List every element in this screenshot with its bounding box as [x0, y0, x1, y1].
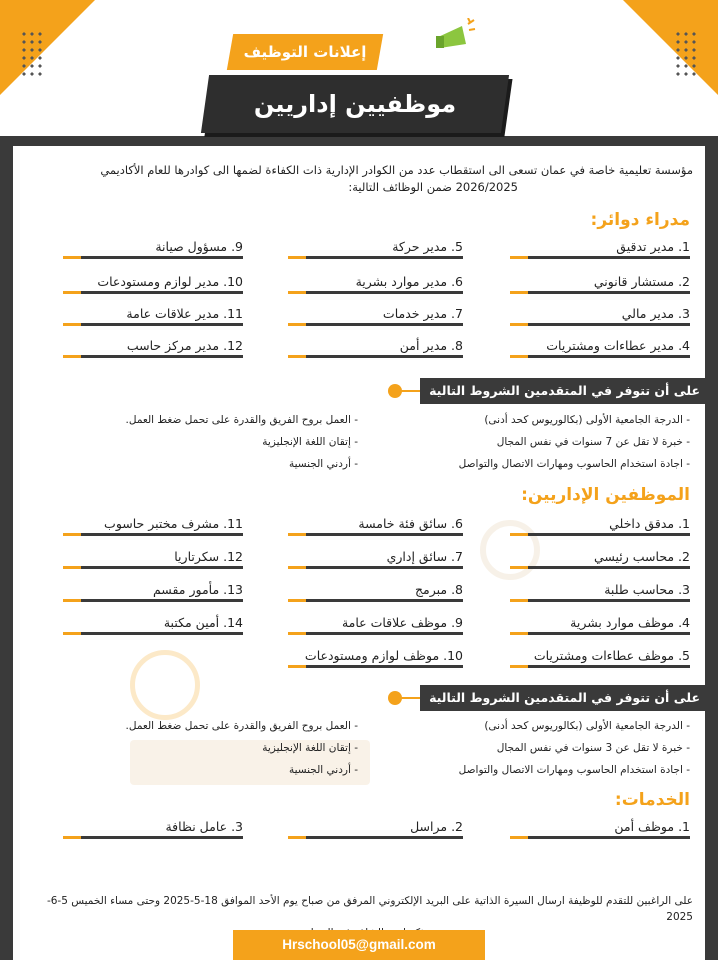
list-item: 9. موظف علاقات عامة [288, 613, 463, 635]
list-item: 8. مدير أمن [288, 336, 463, 358]
corner-decoration-left [0, 0, 95, 95]
intro-line-2: 2026/2025 ضمن الوظائف التالية: [348, 180, 518, 194]
list-item: 3. مدير مالي [510, 304, 690, 326]
left-frame-bar [0, 140, 13, 960]
list-item: 12. سكرتاريا [63, 547, 243, 569]
list-item: 14. أمين مكتبة [63, 613, 243, 635]
conditions-title: على أن تتوفر في المتقدمين الشروط التالية : [420, 378, 710, 404]
list-item: 1. مدقق داخلي [510, 514, 690, 536]
dots-decoration-left [20, 30, 44, 80]
list-item: 8. مبرمج [288, 580, 463, 602]
list-item: 2. محاسب رئيسي [510, 547, 690, 569]
list-item: 5. موظف عطاءات ومشتريات [510, 646, 690, 668]
list-item: 3. محاسب طلبة [510, 580, 690, 602]
condition-item: - الدرجة الجامعية الأولى (بكالوريوس كحد أدنى) [484, 720, 690, 732]
condition-item: - خبرة لا تقل عن 3 سنوات في نفس المجال [496, 742, 690, 754]
contact-email[interactable]: Hrschool05@gmail.com [233, 930, 485, 960]
intro-paragraph [25, 162, 693, 196]
list-item: 3. عامل نظافة [63, 817, 243, 839]
condition-item: - العمل بروح الفريق والقدرة على تحمل ضغط العمل. [125, 720, 358, 732]
bullet-dot-icon [388, 691, 402, 705]
list-item: 4. مدير عطاءات ومشتريات [510, 336, 690, 358]
top-frame-bar [0, 136, 718, 146]
dots-decoration-right [674, 30, 698, 80]
list-item: 12. مدير مركز حاسب [63, 336, 243, 358]
condition-item: - إتقان اللغة الإنجليزية [262, 436, 358, 448]
condition-item: - إتقان اللغة الإنجليزية [262, 742, 358, 754]
list-item: 11. مشرف مختبر حاسوب [63, 514, 243, 536]
section-title-managers: مدراء دوائر: [590, 210, 690, 230]
list-item: 2. مراسل [288, 817, 463, 839]
list-item: 6. مدير موارد بشرية [288, 272, 463, 294]
list-item: 6. سائق فئة خامسة [288, 514, 463, 536]
list-item: 10. موظف لوازم ومستودعات [288, 646, 463, 668]
list-item: 13. مأمور مقسم [63, 580, 243, 602]
list-item: 9. مسؤول صيانة [63, 237, 243, 259]
right-frame-bar [705, 140, 718, 960]
section-title-services: الخدمات: [614, 790, 690, 810]
list-item: 7. مدير خدمات [288, 304, 463, 326]
condition-item: - أردني الجنسية [288, 458, 358, 470]
bullet-dot-icon [388, 384, 402, 398]
list-item: 1. موظف أمن [510, 817, 690, 839]
list-item: 10. مدير لوازم ومستودعات [63, 272, 243, 294]
list-item: 11. مدير علاقات عامة [63, 304, 243, 326]
condition-item: - الدرجة الجامعية الأولى (بكالوريوس كحد أدنى) [484, 414, 690, 426]
condition-item: - خبرة لا تقل عن 7 سنوات في نفس المجال [496, 436, 690, 448]
megaphone-icon [432, 18, 476, 58]
list-item: 2. مستشار قانوني [510, 272, 690, 294]
corner-decoration-right [623, 0, 718, 95]
conditions-title: على أن تتوفر في المتقدمين الشروط التالية : [420, 685, 710, 711]
page-title: موظفيين إداريين [253, 90, 457, 118]
list-item: 7. سائق إداري [288, 547, 463, 569]
condition-item: - اجادة استخدام الحاسوب ومهارات الاتصال والتواصل [458, 458, 690, 470]
list-item: 5. مدير حركة [288, 237, 463, 259]
intro-line-1: مؤسسة تعليمية خاصة في عمان تسعى الى استقطاب عدد من الكوادر الإدارية ذات الكفاءة لضمها الى كوادرها للعام الأكاديمي [100, 163, 693, 177]
clock-background-icon [130, 650, 200, 720]
section-title-admin-staff: الموظفين الإداريين: [521, 485, 690, 505]
list-item: 4. موظف موارد بشرية [510, 613, 690, 635]
condition-item: - العمل بروح الفريق والقدرة على تحمل ضغط العمل. [125, 414, 358, 426]
condition-item: - اجادة استخدام الحاسوب ومهارات الاتصال والتواصل [458, 764, 690, 776]
list-item: 1. مدير تدقيق [510, 237, 690, 259]
header-badge: إعلانات التوظيف [243, 43, 367, 61]
footer-line-1: على الراغبين للتقدم للوظيفة ارسال السيرة الذاتية على البريد الإلكتروني المرفق من صباح يوم الأحد الموافق 18-5-2025 وحتى مساء الخميس 5-6-2025 [46, 895, 693, 923]
condition-item: - أردني الجنسية [288, 764, 358, 776]
